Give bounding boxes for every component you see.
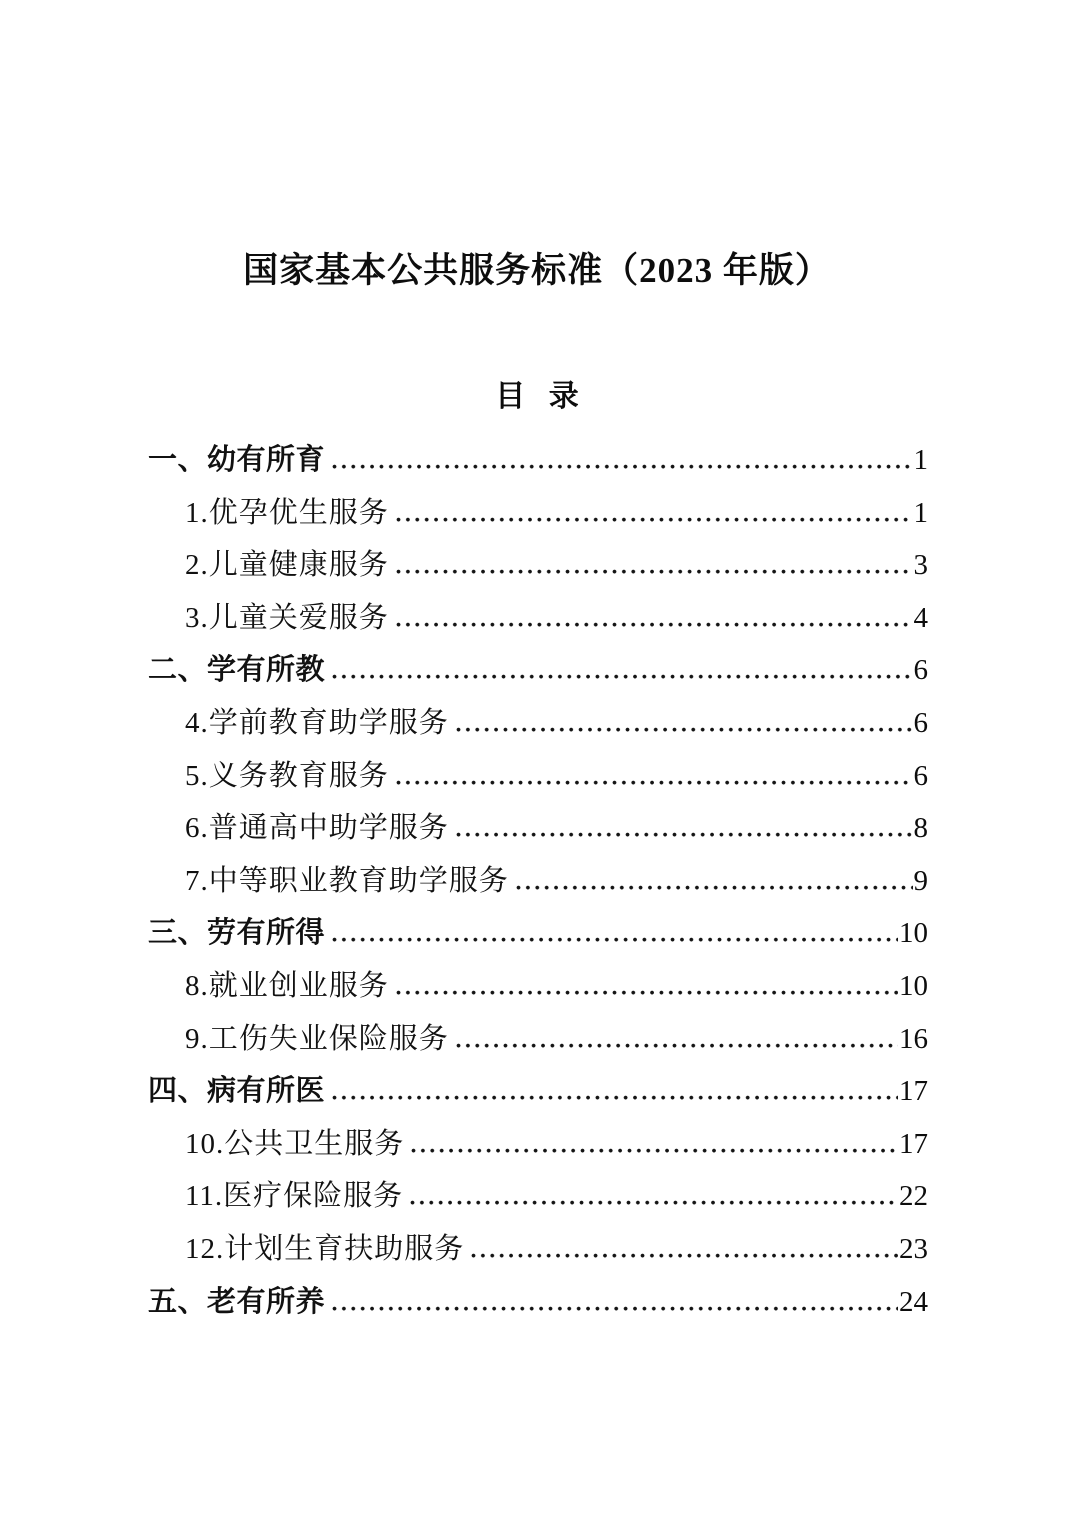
toc-entry-page: 6 xyxy=(913,759,928,792)
toc-dot-leader xyxy=(456,727,913,732)
toc-entry-label: 五、老有所养 xyxy=(148,1285,326,1318)
toc-list xyxy=(148,437,928,1331)
toc-entry-page: 4 xyxy=(913,601,928,634)
toc-entry-label: 6.普通高中助学服务 xyxy=(185,812,449,845)
toc-entry[interactable] xyxy=(148,910,928,963)
toc-entry-label: 12.计划生育扶助服务 xyxy=(185,1232,465,1265)
toc-entry-page: 10 xyxy=(899,969,928,1002)
toc-entry[interactable] xyxy=(148,1173,928,1226)
toc-dot-leader xyxy=(516,885,913,890)
toc-entry[interactable] xyxy=(148,805,928,858)
toc-entry-label: 2.儿童健康服务 xyxy=(185,549,389,582)
toc-entry-label: 10.公共卫生服务 xyxy=(185,1127,405,1160)
toc-entry[interactable] xyxy=(148,1016,928,1069)
toc-dot-leader xyxy=(456,1043,898,1048)
toc-dot-leader xyxy=(410,1200,898,1205)
toc-entry-page: 6 xyxy=(913,706,928,739)
toc-entry[interactable] xyxy=(148,1121,928,1174)
toc-entry-label: 9.工伤失业保险服务 xyxy=(185,1022,449,1055)
toc-heading: 目 录 xyxy=(495,380,579,413)
toc-dot-leader xyxy=(332,464,912,469)
toc-entry-label: 11.医疗保险服务 xyxy=(185,1180,404,1213)
toc-entry-page: 10 xyxy=(899,917,928,950)
toc-entry-page: 8 xyxy=(913,812,928,845)
toc-entry[interactable] xyxy=(148,542,928,595)
toc-entry-page: 24 xyxy=(899,1285,928,1318)
toc-entry[interactable] xyxy=(148,490,928,543)
toc-dot-leader xyxy=(471,1253,898,1258)
toc-entry-label: 7.中等职业教育助学服务 xyxy=(185,864,509,897)
toc-dot-leader xyxy=(332,674,912,679)
toc-entry-label: 1.优孕优生服务 xyxy=(185,496,389,529)
toc-entry[interactable] xyxy=(148,437,928,490)
toc-entry[interactable] xyxy=(148,647,928,700)
toc-entry-page: 9 xyxy=(913,864,928,897)
toc-entry-label: 8.就业创业服务 xyxy=(185,969,389,1002)
toc-entry-label: 三、劳有所得 xyxy=(148,917,326,950)
toc-entry[interactable] xyxy=(148,1068,928,1121)
toc-entry-label: 一、幼有所育 xyxy=(148,444,326,476)
toc-entry-page: 6 xyxy=(913,654,928,687)
toc-entry[interactable] xyxy=(148,858,928,911)
toc-entry-page: 16 xyxy=(899,1022,928,1055)
toc-entry[interactable] xyxy=(148,1279,928,1332)
toc-entry[interactable] xyxy=(148,753,928,806)
toc-entry-page: 23 xyxy=(899,1232,928,1265)
toc-entry[interactable] xyxy=(148,595,928,648)
toc-dot-leader xyxy=(396,990,898,995)
toc-entry-label: 4.学前教育助学服务 xyxy=(185,706,449,739)
toc-dot-leader xyxy=(332,1306,898,1311)
toc-dot-leader xyxy=(396,622,913,627)
toc-dot-leader xyxy=(332,937,898,942)
toc-entry[interactable] xyxy=(148,700,928,753)
toc-entry-label: 5.义务教育服务 xyxy=(185,759,389,792)
toc-entry-label: 3.儿童关爱服务 xyxy=(185,601,389,634)
toc-entry-label: 四、病有所医 xyxy=(148,1075,326,1108)
toc-entry-page: 1 xyxy=(913,496,928,529)
toc-entry[interactable] xyxy=(148,1226,928,1279)
toc-entry-page: 1 xyxy=(913,444,928,476)
toc-dot-leader xyxy=(396,569,913,574)
toc-entry-page: 17 xyxy=(899,1127,928,1160)
toc-dot-leader xyxy=(332,1095,898,1100)
toc-entry-page: 17 xyxy=(899,1075,928,1108)
toc-dot-leader xyxy=(411,1148,898,1153)
toc-dot-leader xyxy=(456,832,913,837)
toc-entry[interactable] xyxy=(148,963,928,1016)
toc-dot-leader xyxy=(396,517,913,522)
toc-dot-leader xyxy=(396,780,913,785)
toc-entry-page: 22 xyxy=(899,1180,928,1213)
document-title: 国家基本公共服务标准（2023 年版） xyxy=(243,251,831,290)
toc-entry-label: 二、学有所教 xyxy=(148,654,326,687)
toc-entry-page: 3 xyxy=(913,549,928,582)
